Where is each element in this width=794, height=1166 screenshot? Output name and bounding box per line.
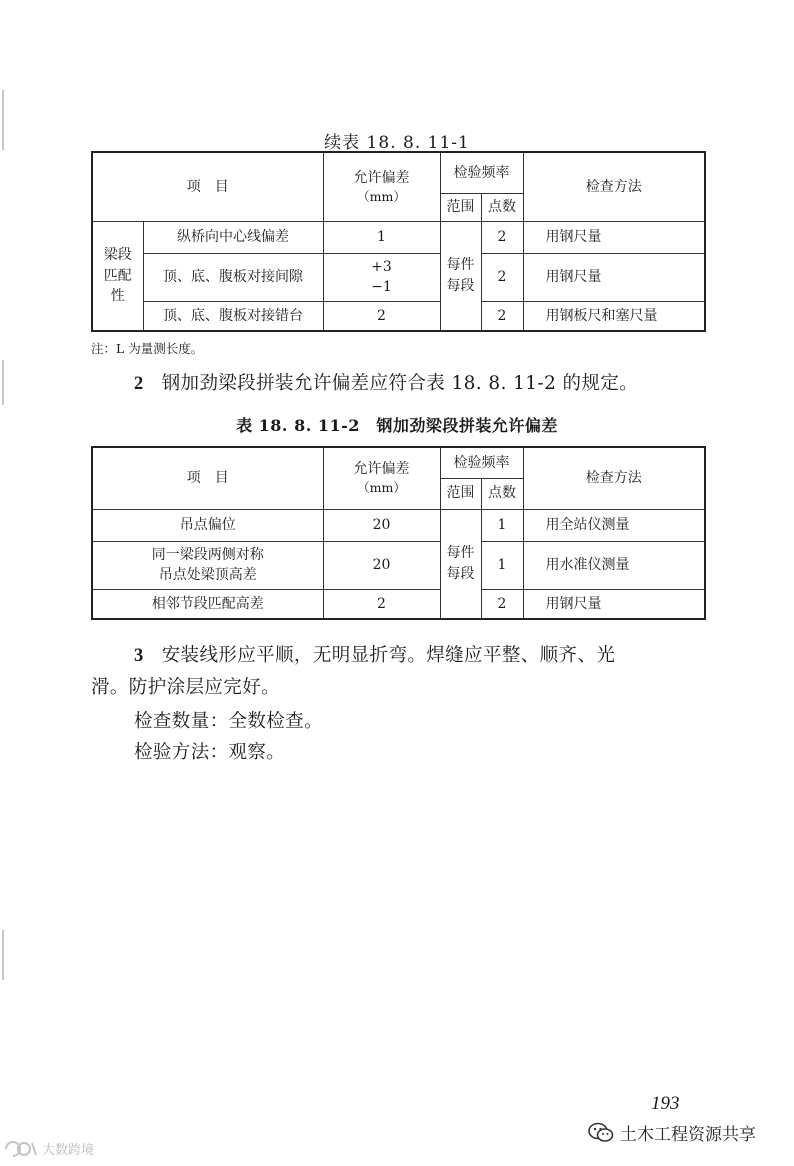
table2-header-item: 项 目: [92, 447, 323, 509]
row-scope: 每件 每段: [440, 221, 481, 331]
paragraph-2: [134, 368, 638, 400]
row-method: 用全站仪测量: [523, 509, 705, 541]
watermark-text: 土木工程资源共享: [620, 1125, 756, 1145]
table2: [91, 446, 706, 620]
watermark-text: 大数跨境: [42, 1143, 95, 1158]
tolerance-label: 允许偏差: [353, 169, 410, 186]
row-tolerance: 2: [323, 301, 440, 331]
table2-header-scope: 范围: [440, 478, 481, 509]
paragraph-3-continued: 滑。防护涂层应完好。: [91, 677, 281, 698]
row-points: 2: [481, 589, 523, 619]
tolerance-unit: （mm）: [357, 480, 406, 496]
wechat-icon: [588, 1122, 614, 1144]
row-tolerance: 2: [323, 589, 440, 619]
scan-edge-mark: [2, 360, 4, 405]
watermark-left: [4, 1139, 94, 1158]
row-method: 用钢尺量: [523, 221, 705, 253]
table-row: [92, 509, 705, 541]
paragraph-number: 2: [134, 374, 144, 394]
table1-header-scope: 范围: [440, 193, 481, 221]
row-tolerance: 20: [323, 509, 440, 541]
row-tolerance: +3 −1: [323, 253, 440, 301]
table-row: [92, 253, 705, 301]
watermark-right: [588, 1120, 756, 1145]
row-item: 顶、底、腹板对接间隙: [143, 253, 323, 301]
table2-header-frequency: 检验频率: [440, 447, 523, 478]
table-row: [92, 589, 705, 619]
paragraph-text: 钢加劲梁段拼装允许偏差应符合表 18. 8. 11-2 的规定。: [161, 373, 639, 394]
row-method: 用水准仪测量: [523, 541, 705, 589]
row-item: 纵桥向中心线偏差: [143, 221, 323, 253]
row-method: 用钢板尺和塞尺量: [523, 301, 705, 331]
table1: [91, 151, 706, 332]
table1-header-tolerance: [323, 152, 440, 221]
table-row: [92, 301, 705, 331]
row-item: 顶、底、腹板对接错台: [143, 301, 323, 331]
row-tolerance: 20: [323, 541, 440, 589]
table2-header-tolerance: [323, 447, 440, 509]
scan-edge-mark: [2, 930, 4, 980]
tolerance-label: 允许偏差: [353, 461, 410, 478]
row-tolerance: 1: [323, 221, 440, 253]
table1-header-frequency: 检验频率: [440, 152, 523, 193]
table1-header-item: 项 目: [92, 152, 323, 221]
row-points: 2: [481, 301, 523, 331]
page-number: 193: [651, 1093, 680, 1114]
table1-note: 注：L 为量测长度。: [91, 341, 204, 356]
table2-header-method: 检查方法: [523, 447, 705, 509]
table1-caption: 续表 18. 8. 11-1: [324, 133, 470, 153]
table2-header-points: 点数: [481, 478, 523, 509]
tolerance-unit: （mm）: [357, 188, 406, 204]
row-item: 同一梁段两侧对称 吊点处梁顶高差: [92, 541, 323, 589]
paragraph-number: 3: [134, 646, 144, 666]
paragraph-text: 安装线形应平顺，无明显折弯。焊缝应平整、顺齐、光: [161, 645, 616, 666]
inspection-method: 检验方法：观察。: [134, 742, 286, 763]
table2-caption: 表 18. 8. 11-2 钢加劲梁段拼装允许偏差: [236, 416, 558, 435]
group-label: 梁段 匹配 性: [92, 221, 143, 331]
row-points: 2: [481, 221, 523, 253]
brand-logo-icon: [4, 1140, 38, 1158]
row-scope: 每件 每段: [440, 509, 481, 619]
row-method: 用钢尺量: [523, 253, 705, 301]
table1-header-points: 点数: [481, 193, 523, 221]
row-points: 2: [481, 253, 523, 301]
table1-header-method: 检查方法: [523, 152, 705, 221]
row-item: 相邻节段匹配高差: [92, 589, 323, 619]
row-points: 1: [481, 509, 523, 541]
row-item: 吊点偏位: [92, 509, 323, 541]
table-row: [92, 541, 705, 589]
inspection-quantity: 检查数量：全数检查。: [134, 711, 324, 732]
row-method: 用钢尺量: [523, 589, 705, 619]
table-row: [92, 221, 705, 253]
row-points: 1: [481, 541, 523, 589]
paragraph-3: [134, 640, 615, 672]
